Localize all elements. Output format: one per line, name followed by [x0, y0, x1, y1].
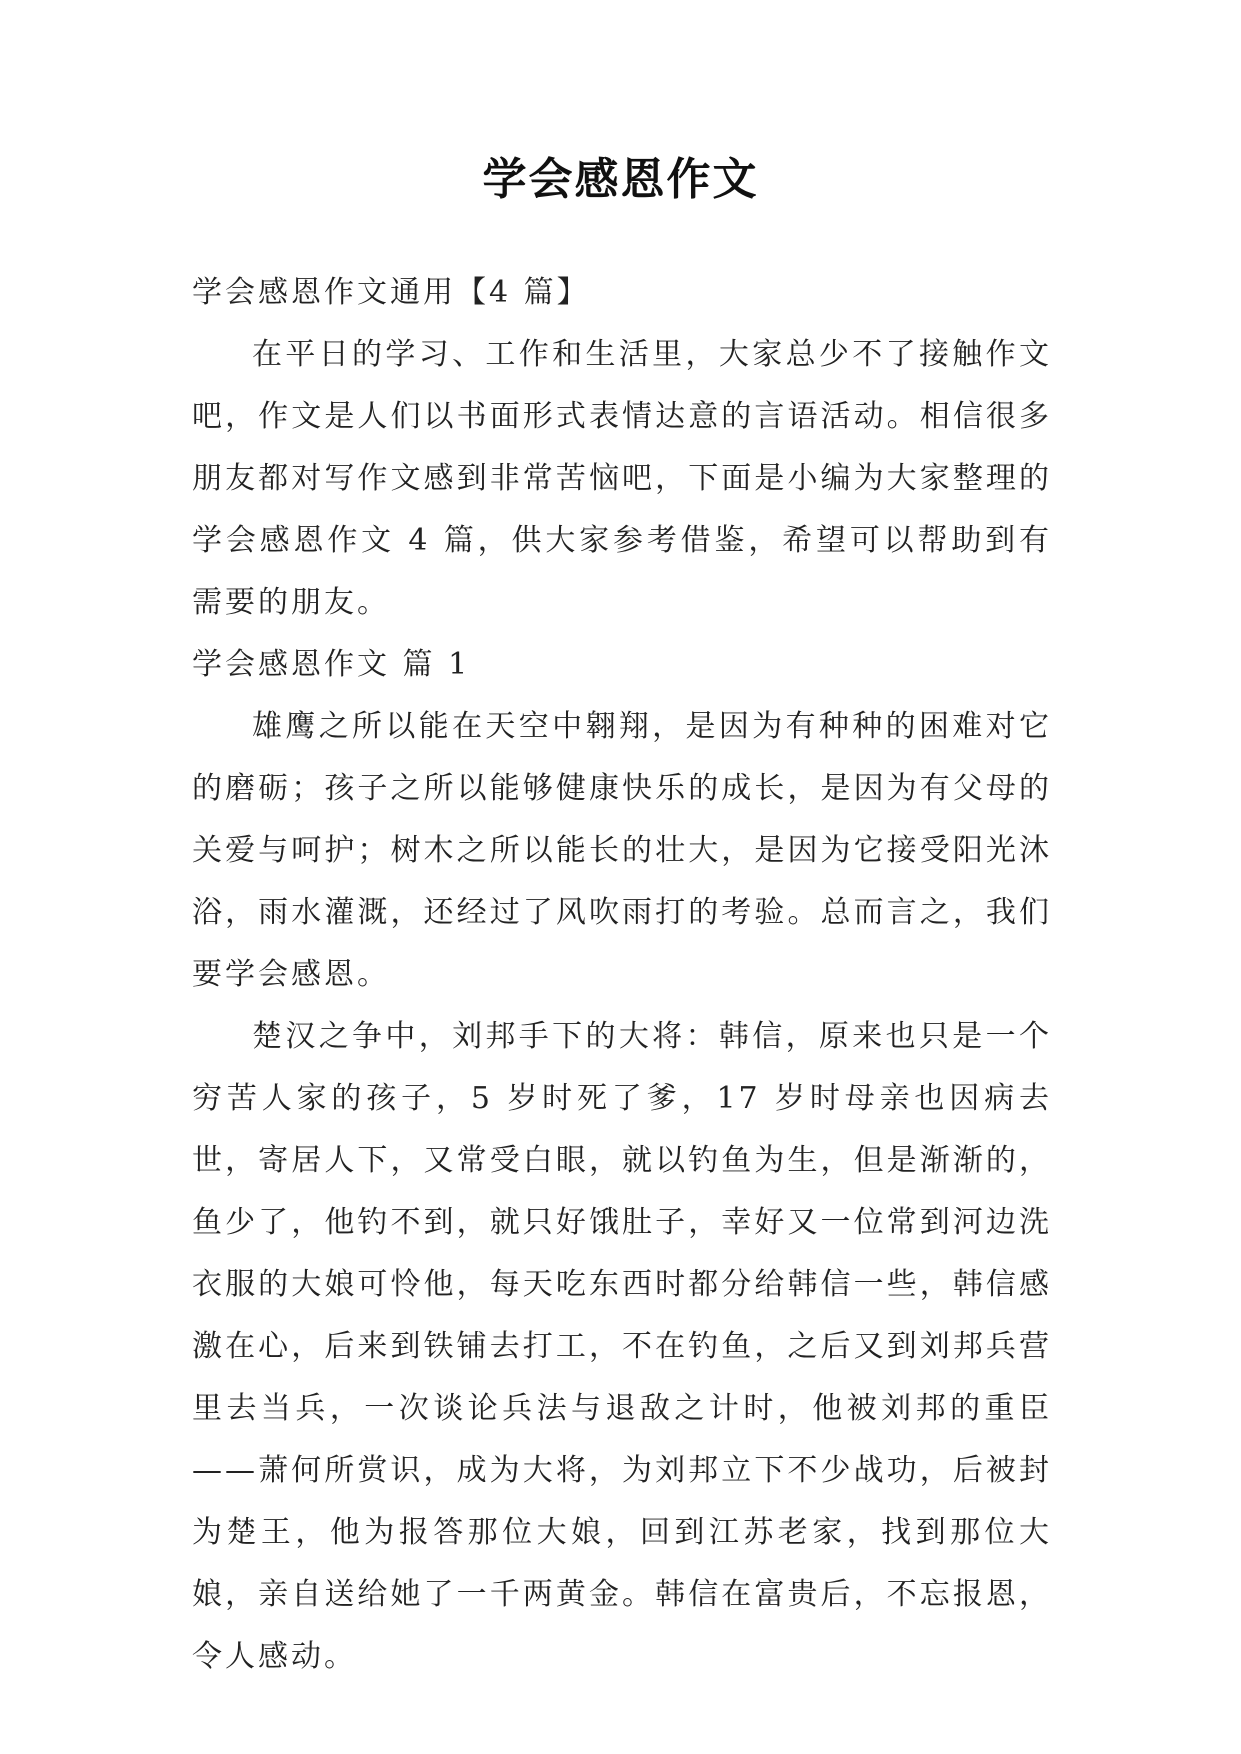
document-title: 学会感恩作文 — [482, 154, 759, 205]
body-paragraph-2: 楚汉之争中，刘邦手下的大将：韩信，原来也只是一个穷苦人家的孩子，5 岁时死了爹，17 岁时母亲也因病去世，寄居人下，又常受白眼，就以钓鱼为生，但是渐渐的，鱼少了，他钓不到，就只好饿肚子，幸好又一位常到河边洗衣服的大娘可怜他，每天吃东西时都分给韩信一些，韩信感激在心，后来到铁铺去打工，不在钓鱼，之后又到刘邦兵营里去当兵，一次谈论兵法与退敌之计时，他被刘邦的重臣——萧何所赏识，成为大将，为刘邦立下不少战功，后被封为楚王，他为报答那位大娘，回到江苏老家，找到那位大娘，亲自送给她了一千两黄金。韩信在富贵后，不忘报恩，令人感动。 — [192, 1019, 1052, 1674]
section-heading: 学会感恩作文 篇 1 — [192, 647, 471, 682]
document-body — [192, 262, 1052, 1688]
body-paragraph-1: 雄鹰之所以能在天空中翱翔，是因为有种种的困难对它的磨砺；孩子之所以能够健康快乐的成长，是因为有父母的关爱与呵护；树木之所以能长的壮大，是因为它接受阳光沐浴，雨水灌溉，还经过了风吹雨打的考验。总而言之，我们要学会感恩。 — [192, 709, 1052, 992]
intro-paragraph: 在平日的学习、工作和生活里，大家总少不了接触作文吧，作文是人们以书面形式表情达意的言语活动。相信很多朋友都对写作文感到非常苦恼吧，下面是小编为大家整理的学会感恩作文 4 篇，供大家参考借鉴，希望可以帮助到有需要的朋友。 — [192, 337, 1052, 620]
article-subtitle: 学会感恩作文通用【4 篇】 — [192, 275, 590, 310]
